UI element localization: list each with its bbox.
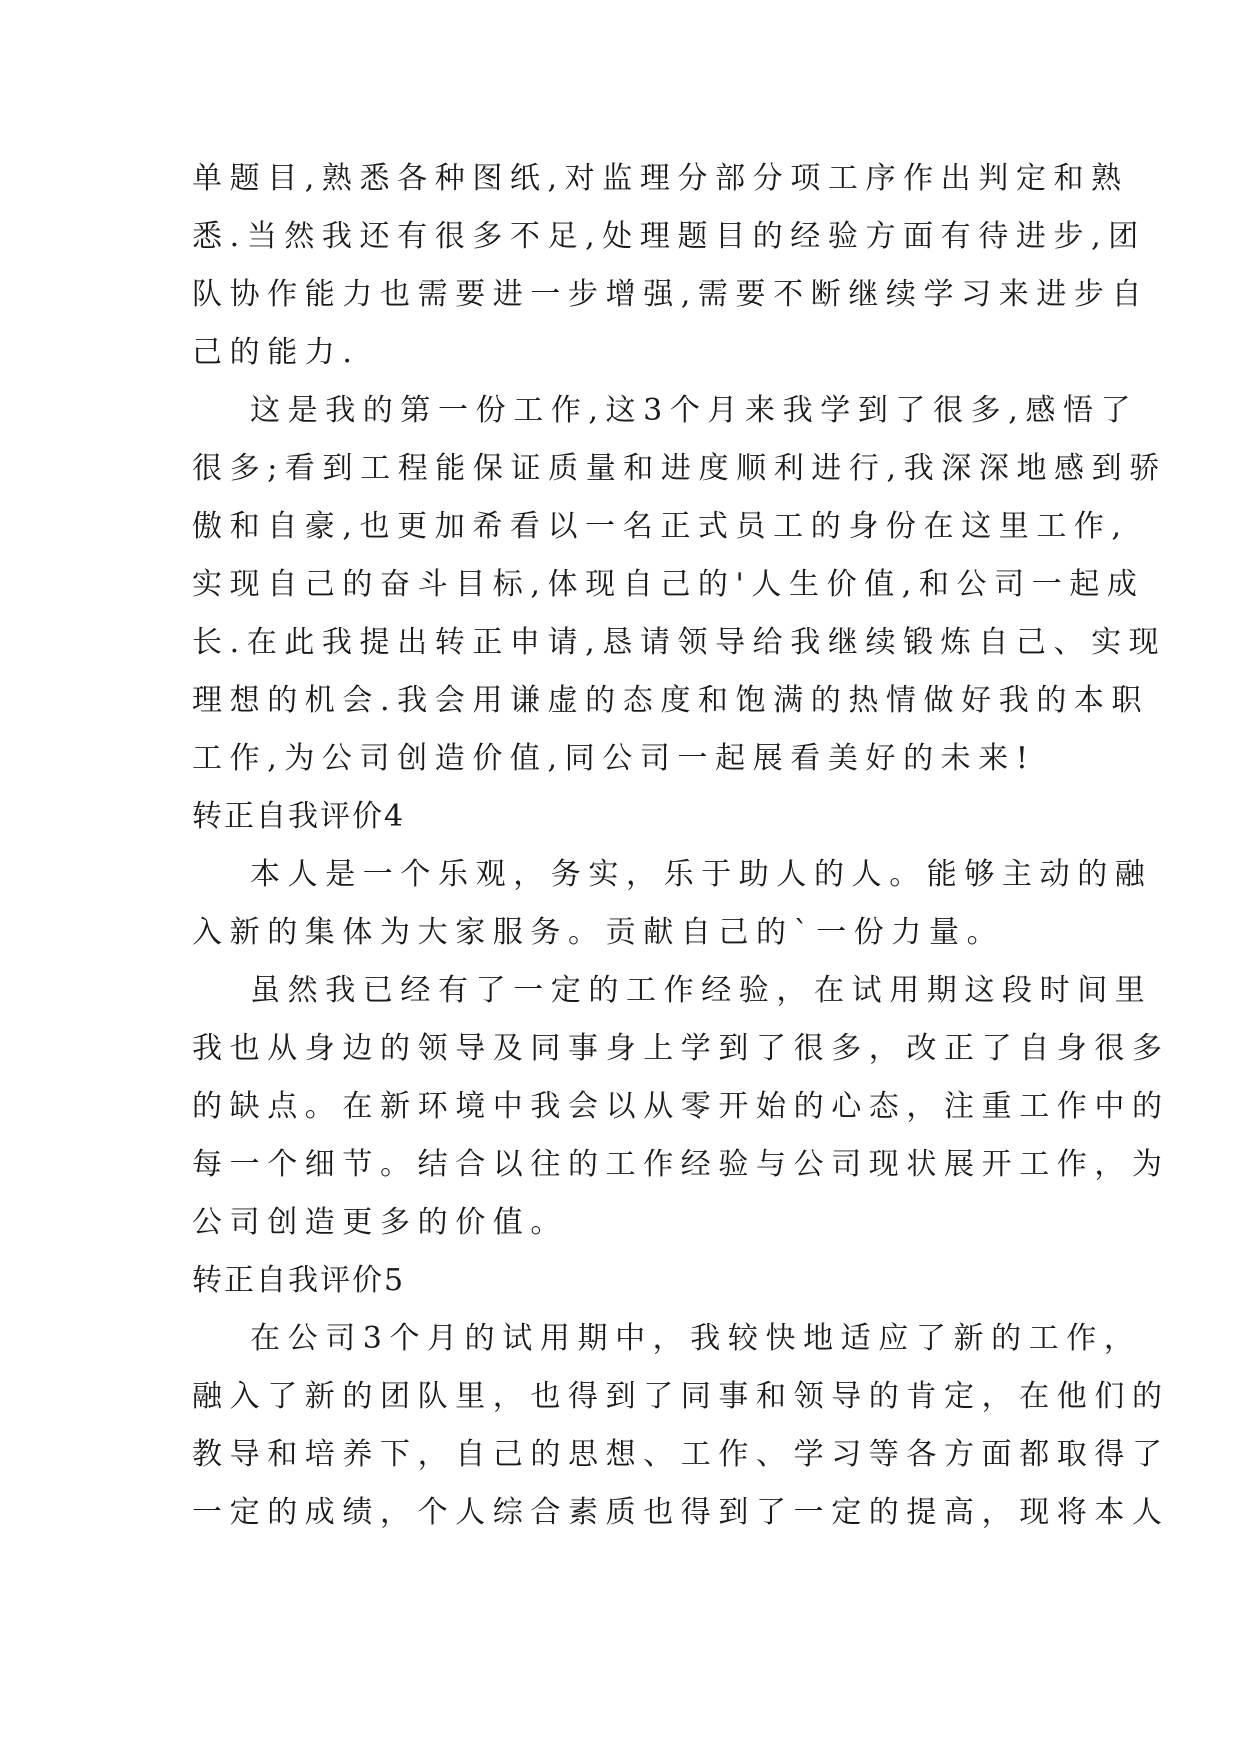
text-line: 长.在此我提出转正申请,恳请领导给我继续锻炼自己、实现 bbox=[192, 625, 1167, 660]
text-line: 教导和培养下，自己的思想、工作、学习等各方面都取得了 bbox=[192, 1437, 1170, 1472]
section-heading: 转正自我评价4 bbox=[192, 799, 406, 834]
document-page bbox=[192, 150, 1170, 1542]
text-line: 的缺点。在新环境中我会以从零开始的心态，注重工作中的 bbox=[192, 1089, 1170, 1124]
text-line: 一定的成绩，个人综合素质也得到了一定的提高，现将本人 bbox=[192, 1495, 1170, 1530]
section-heading: 转正自我评价5 bbox=[192, 1263, 406, 1298]
text-line: 公司创造更多的价值。 bbox=[192, 1205, 568, 1240]
text-line: 己的能力. bbox=[192, 335, 360, 370]
text-line: 这是我的第一份工作,这3个月来我学到了很多,感悟了 bbox=[250, 393, 1139, 428]
text-line: 融入了新的团队里，也得到了同事和领导的肯定，在他们的 bbox=[192, 1379, 1170, 1414]
text-line: 队协作能力也需要进一步增强,需要不断继续学习来进步自 bbox=[192, 277, 1150, 312]
text-line: 工作,为公司创造价值,同公司一起展看美好的未来! bbox=[192, 741, 1036, 776]
text-line: 悉.当然我还有很多不足,处理题目的经验方面有待进步,团 bbox=[192, 219, 1146, 254]
text-line: 我也从身边的领导及同事身上学到了很多，改正了自身很多 bbox=[192, 1031, 1170, 1066]
text-line: 在公司3个月的试用期中，我较快地适应了新的工作， bbox=[250, 1321, 1142, 1356]
text-line: 很多;看到工程能保证质量和进度顺利进行,我深深地感到骄 bbox=[192, 451, 1167, 486]
text-line: 每一个细节。结合以往的工作经验与公司现状展开工作，为 bbox=[192, 1147, 1170, 1182]
text-line: 实现自己的奋斗目标,体现自己的'人生价值,和公司一起成 bbox=[192, 567, 1145, 602]
text-line: 虽然我已经有了一定的工作经验，在试用期这段时间里 bbox=[250, 973, 1153, 1008]
text-line: 本人是一个乐观，务实，乐于助人的人。能够主动的融 bbox=[250, 857, 1153, 892]
text-line: 入新的集体为大家服务。贡献自己的`一份力量。 bbox=[192, 915, 1005, 950]
text-line: 傲和自豪,也更加希看以一名正式员工的身份在这里工作, bbox=[192, 509, 1129, 544]
text-line: 理想的机会.我会用谦虚的态度和饱满的热情做好我的本职 bbox=[192, 683, 1150, 718]
text-line: 单题目,熟悉各种图纸,对监理分部分项工序作出判定和熟 bbox=[192, 161, 1129, 196]
